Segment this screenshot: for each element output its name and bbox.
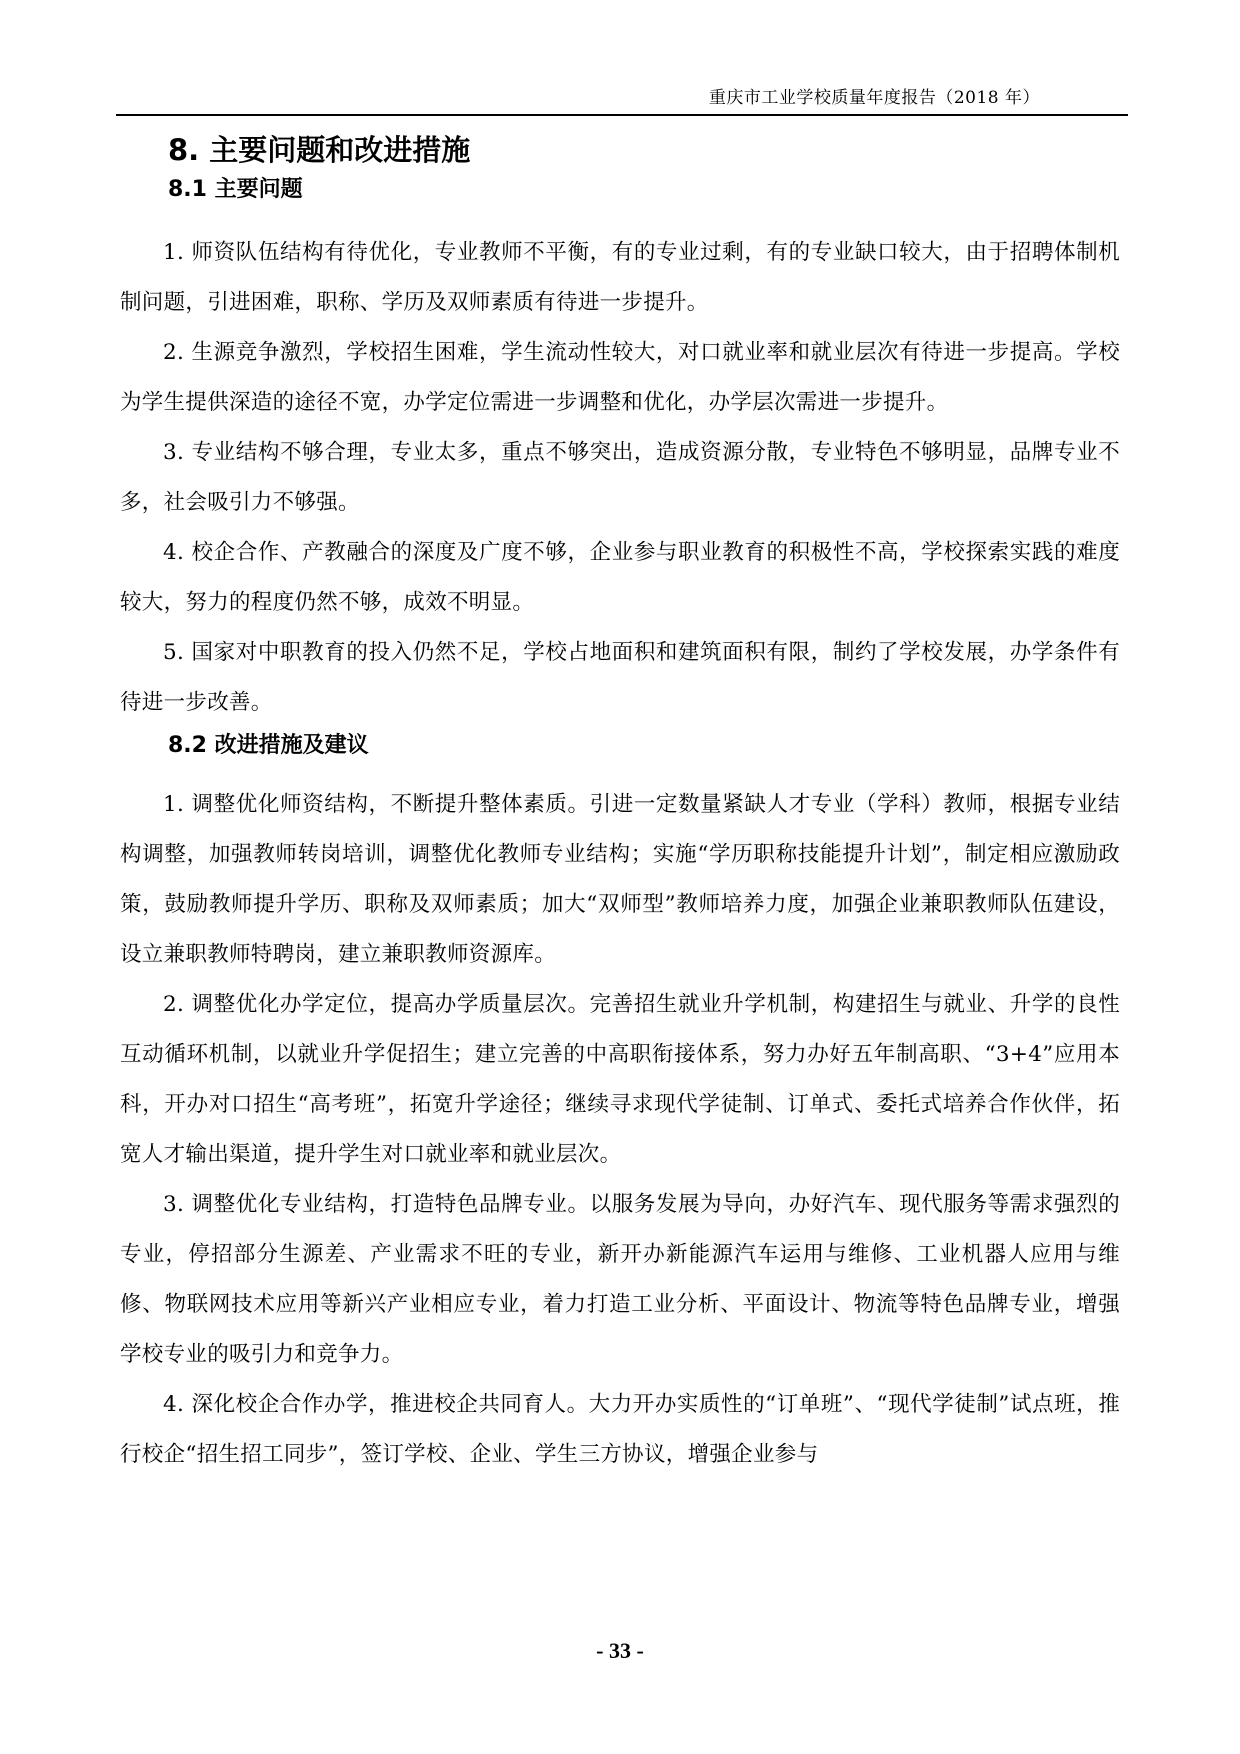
paragraph: 2. 调整优化办学定位，提高办学质量层次。完善招生就业升学机制，构建招生与就业、升学的良性互动循环机制，以就业升学促招生；建立完善的中高职衔接体系，努力办好五年制高职、“3+4”应用本科，开办对口招生“高考班”，拓宽升学途径；继续寻求现代学徒制、订单式、委托式培养合作伙伴，拓宽人才输出渠道，提升学生对口就业率和就业层次。 [120,992,1120,1167]
improvement-measures-body [120,780,1120,1480]
paragraph: 5. 国家对中职教育的投入仍然不足，学校占地面积和建筑面积有限，制约了学校发展，办学条件有待进一步改善。 [120,640,1120,715]
running-header: 重庆市工业学校质量年度报告（2018 年） [708,88,1040,108]
paragraph: 2. 生源竞争激烈，学校招生困难，学生流动性较大，对口就业率和就业层次有待进一步提高。学校为学生提供深造的途径不宽，办学定位需进一步调整和优化，办学层次需进一步提升。 [120,340,1120,415]
paragraph: 4. 校企合作、产教融合的深度及广度不够，企业参与职业教育的积极性不高，学校探索实践的难度较大，努力的程度仍然不够，成效不明显。 [120,540,1120,615]
page-number: - 33 - [596,1638,644,1663]
page-content [120,128,1120,1480]
paragraph: 1. 调整优化师资结构，不断提升整体素质。引进一定数量紧缺人才专业（学科）教师，根据专业结构调整，加强教师转岗培训，调整优化教师专业结构；实施“学历职称技能提升计划”，制定相应激励政策，鼓励教师提升学历、职称及双师素质；加大“双师型”教师培养力度，加强企业兼职教师队伍建设，设立兼职教师特聘岗，建立兼职教师资源库。 [120,792,1120,967]
paragraph: 4. 深化校企合作办学，推进校企共同育人。大力开办实质性的“订单班”、“现代学徒制”试点班，推行校企“招生招工同步”，签订学校、企业、学生三方协议，增强企业参与 [120,1392,1120,1467]
subsection-title-improvement-measures: 8.2 改进措施及建议 [168,733,369,758]
paragraph: 3. 专业结构不够合理，专业太多，重点不够突出，造成资源分散，专业特色不够明显，品牌专业不多，社会吸引力不够强。 [120,440,1120,515]
section-title: 8. 主要问题和改进措施 [168,133,471,167]
main-problems-body [120,228,1120,728]
paragraph: 3. 调整优化专业结构，打造特色品牌专业。以服务发展为导向，办好汽车、现代服务等需求强烈的专业，停招部分生源差、产业需求不旺的专业，新开办新能源汽车运用与维修、工业机器人应用与维修、物联网技术应用等新兴产业相应专业，着力打造工业分析、平面设计、物流等特色品牌专业，增强学校专业的吸引力和竞争力。 [120,1192,1120,1367]
header-rule [116,114,1128,116]
subsection-title-main-problems: 8.1 主要问题 [168,177,303,202]
paragraph: 1. 师资队伍结构有待优化，专业教师不平衡，有的专业过剩，有的专业缺口较大，由于招聘体制机制问题，引进困难，职称、学历及双师素质有待进一步提升。 [120,240,1120,315]
